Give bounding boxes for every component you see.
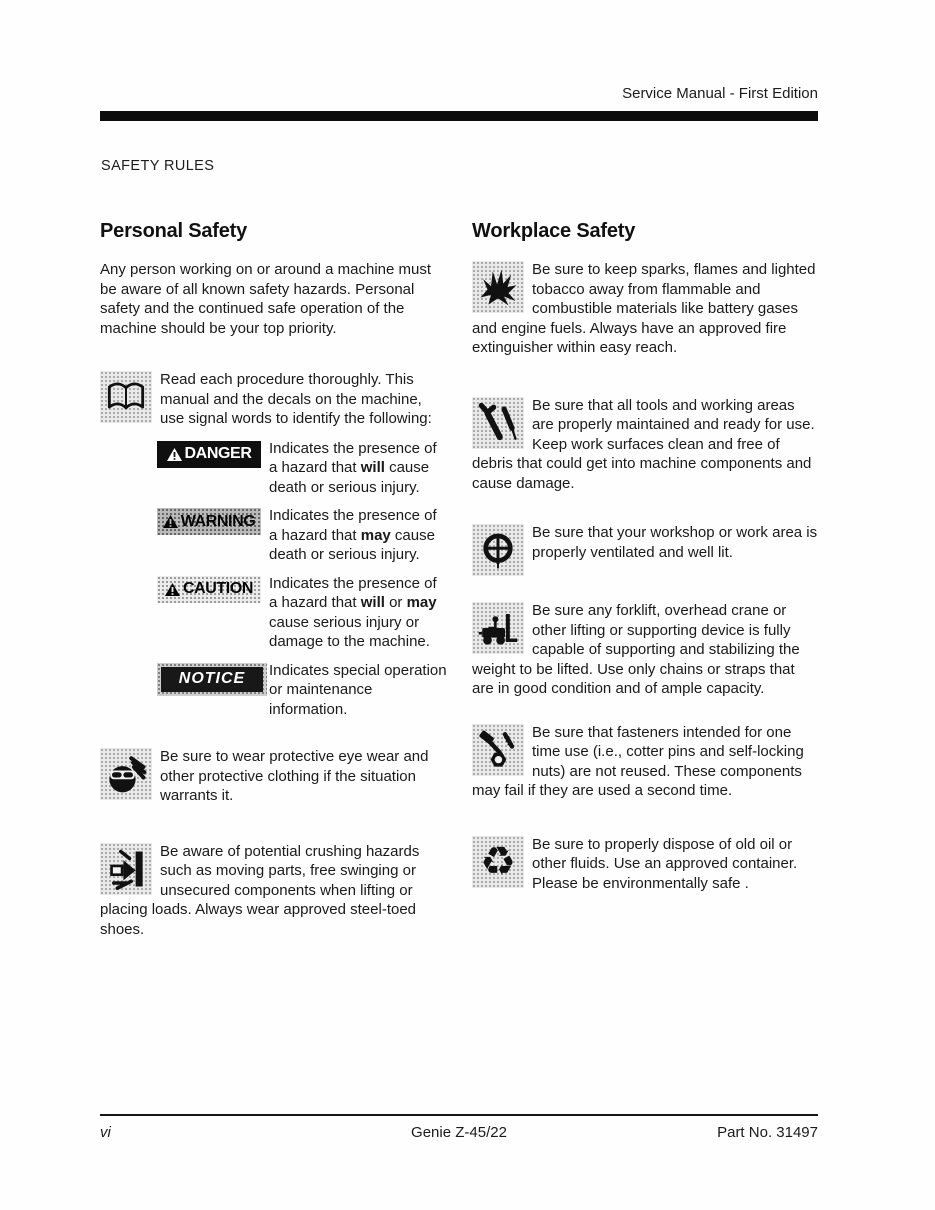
fasteners-icon (472, 724, 524, 776)
workplace-safety-column (472, 220, 818, 939)
signal-word-legend (100, 439, 447, 720)
crushing-hazard-text: Be aware of potential crushing hazards such as moving parts, free swinging or unsecured components when lifting or placing loads. Always wear approved steel-toed shoes. (100, 842, 420, 938)
section-label: SAFETY RULES (101, 158, 215, 174)
sparks-item (472, 260, 818, 358)
read-procedure-item (100, 370, 442, 429)
crushing-hazard-item (100, 842, 442, 940)
footer-part-number: Part No. 31497 (717, 1124, 818, 1141)
caution-label: CAUTION (157, 576, 261, 603)
fasteners-text: Be sure that fasteners intended for one time use (i.e., cotter pins and self-locking nuts) are not reused. These components may fail if they are used a second time. (472, 723, 804, 799)
footer-model: Genie Z-45/22 (411, 1124, 507, 1141)
recycle-item (472, 835, 818, 894)
tools-text: Be sure that all tools and working areas are properly maintained and ready for use. Keep work surfaces clean and free of debris that could get into machine components and cause damage. (472, 396, 815, 492)
warning-triangle-icon (163, 515, 178, 528)
warning-description: Indicates the presence of a hazard that may cause death or serious injury. (269, 507, 437, 563)
forklift-icon (472, 602, 524, 654)
footer-page-number: vi (100, 1124, 111, 1141)
warning-row (100, 506, 442, 565)
sparks-text: Be sure to keep sparks, flames and lighted tobacco away from flammable and combustible materials like battery gases and engine fuels. Always have an approved fire extinguisher within easy reach. (472, 261, 816, 356)
ventilation-icon (472, 524, 524, 576)
personal-safety-column (100, 220, 447, 939)
ventilation-item (472, 523, 818, 579)
notice-label: NOTICE (157, 663, 267, 696)
forklift-item (472, 601, 818, 699)
personal-safety-heading: Personal Safety (100, 220, 248, 242)
page-header-edition: Service Manual - First Edition (622, 85, 818, 102)
notice-row (100, 661, 447, 720)
read-procedure-text: Read each procedure thoroughly. This manual and the decals on the machine, use signal words to identify the following: (160, 371, 432, 427)
warning-triangle-icon (167, 448, 182, 461)
personal-safety-intro: Any person working on or around a machine must be aware of all known safety hazards. Personal safety and the continued safe operation of the machine should be your top priority. (100, 261, 432, 337)
tools-item (472, 396, 818, 494)
notice-description: Indicates special operation or maintenance information. (269, 661, 447, 718)
eye-protection-item (100, 747, 442, 806)
caution-description: Indicates the presence of a hazard that will or may cause serious injury or damage to the machine. (269, 574, 437, 650)
fasteners-item (472, 723, 818, 801)
page-footer (100, 1124, 818, 1141)
safety-goggles-icon (100, 748, 152, 800)
footer-rule (100, 1114, 818, 1116)
sparks-icon (472, 261, 524, 313)
open-book-icon (100, 371, 152, 423)
warning-label: WARNING (157, 508, 261, 535)
forklift-text: Be sure any forklift, overhead crane or other lifting or supporting device is fully capable of supporting and stabilizing the weight to be lifted. Use only chains or straps that are in good condition and of ample capacity. (472, 602, 800, 697)
header-rule-bar (100, 111, 818, 121)
danger-row (100, 439, 442, 498)
ventilation-text: Be sure that your workshop or work area is properly ventilated and well lit. (532, 524, 818, 561)
eye-protection-text: Be sure to wear protective eye wear and other protective clothing if the situation warrants it. (160, 748, 429, 804)
caution-row (100, 574, 442, 652)
crushing-hazard-icon (100, 843, 152, 895)
warning-triangle-icon (165, 583, 180, 596)
workplace-safety-heading: Workplace Safety (472, 220, 636, 242)
danger-label: DANGER (157, 441, 261, 468)
two-column-body (100, 220, 818, 939)
recycle-icon: ♻ (472, 836, 524, 888)
danger-description: Indicates the presence of a hazard that will cause death or serious injury. (269, 439, 437, 496)
tools-icon (472, 397, 524, 449)
recycle-text: Be sure to properly dispose of old oil or other fluids. Use an approved container. Please be environmentally safe . (532, 835, 798, 892)
